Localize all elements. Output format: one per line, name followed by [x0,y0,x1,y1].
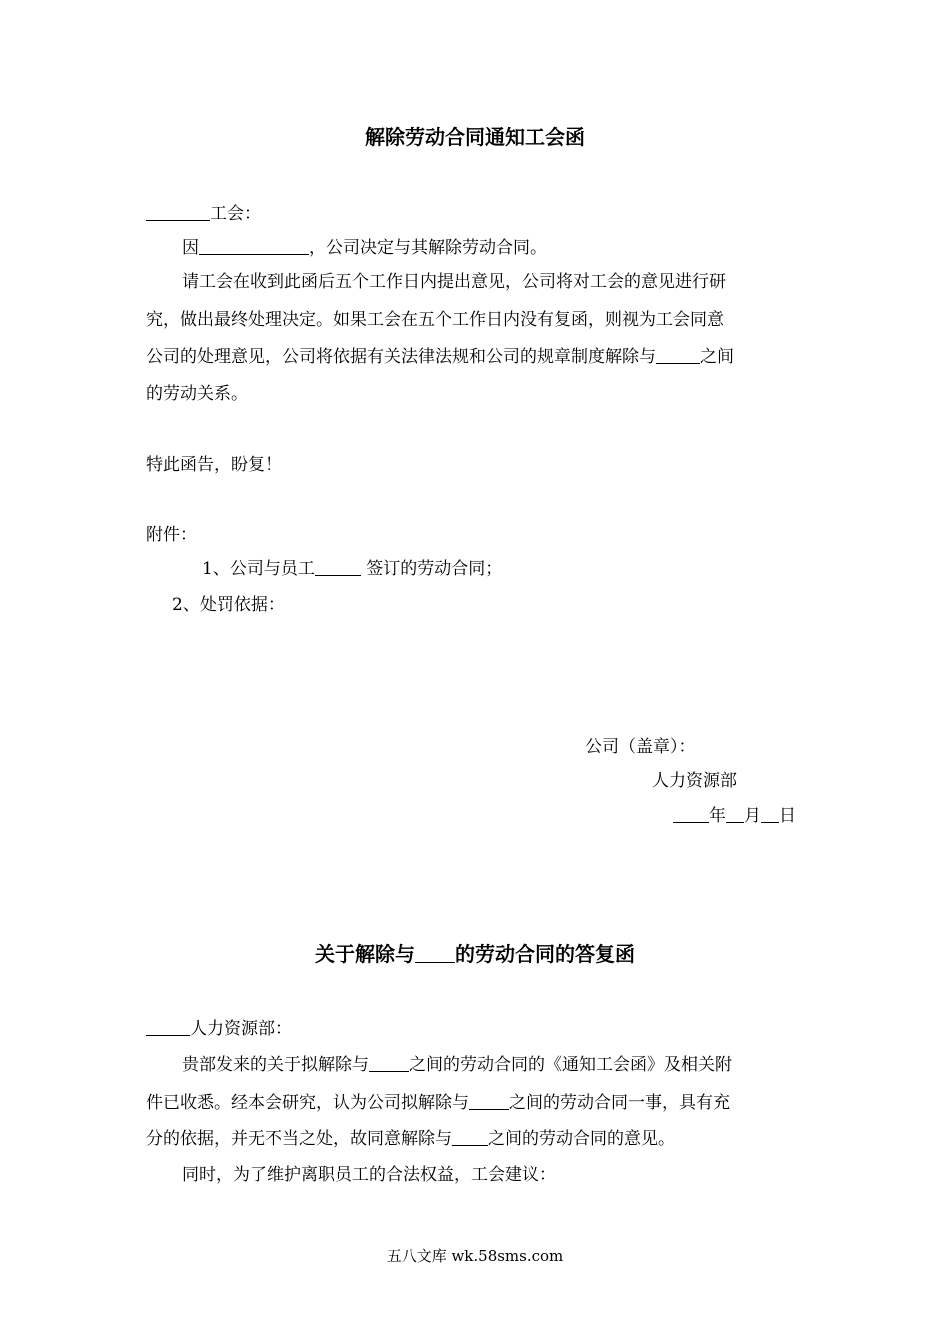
attachments-label: 附件： [146,525,197,545]
date-line: 年 月 日 [673,803,796,829]
blank-title-employee [415,940,455,963]
letter2-para1-line2: 件已收悉。经本会研究，认为公司拟解除与 之间的劳动合同一事，具有充 [146,1093,730,1113]
blank-year [673,804,709,823]
blank-union-name [146,202,210,221]
letter1-para2-line3: 公司的处理意见，公司将依据有关法律法规和公司的规章制度解除与 之间 [146,347,734,367]
letter1-para2-line2: 究，做出最终处理决定。如果工会在五个工作日内没有复函，则视为工会同意 [146,310,724,330]
letter2-para1-line1: 贵部发来的关于拟解除与 之间的劳动合同的《通知工会函》及相关附 [182,1055,732,1075]
letter1-title: 解除劳动合同通知工会函 [365,125,585,149]
blank-day [761,804,779,823]
blank-employee-3 [452,1127,488,1146]
letter1-closing: 特此函告，盼复！ [146,455,282,475]
letter2-salutation: 人力资源部： [146,1016,292,1042]
letter1-para2-line4: 的劳动关系。 [146,384,248,404]
letter1-salutation: 工会： [146,201,261,227]
letter1-reason: 因 ，公司决定与其解除劳动合同。 [182,238,547,258]
attachment-1: 1、公司与员工 签订的劳动合同； [202,559,503,579]
blank-employee-1 [369,1053,409,1072]
department: 人力资源部 [652,771,737,791]
letter1-para2-line1: 请工会在收到此函后五个工作日内提出意见，公司将对工会的意见进行研 [182,272,726,292]
letter2-para2: 同时，为了维护离职员工的合法权益，工会建议： [182,1165,556,1185]
footer-watermark: 五八文库 wk.58sms.com [386,1247,564,1265]
blank-attachment-employee [315,557,361,576]
attachment-2: 2、处罚依据： [172,595,285,615]
blank-employee-2 [469,1091,509,1110]
blank-reason [199,236,309,255]
blank-employee [656,345,700,364]
company-seal: 公司（盖章）： [585,737,696,757]
letter2-para1-line3: 分的依据，并无不当之处，故同意解除与 之间的劳动合同的意见。 [146,1129,675,1149]
letter2-title: 关于解除与 的劳动合同的答复函 [315,942,635,966]
blank-company [146,1017,190,1036]
blank-month [726,804,744,823]
